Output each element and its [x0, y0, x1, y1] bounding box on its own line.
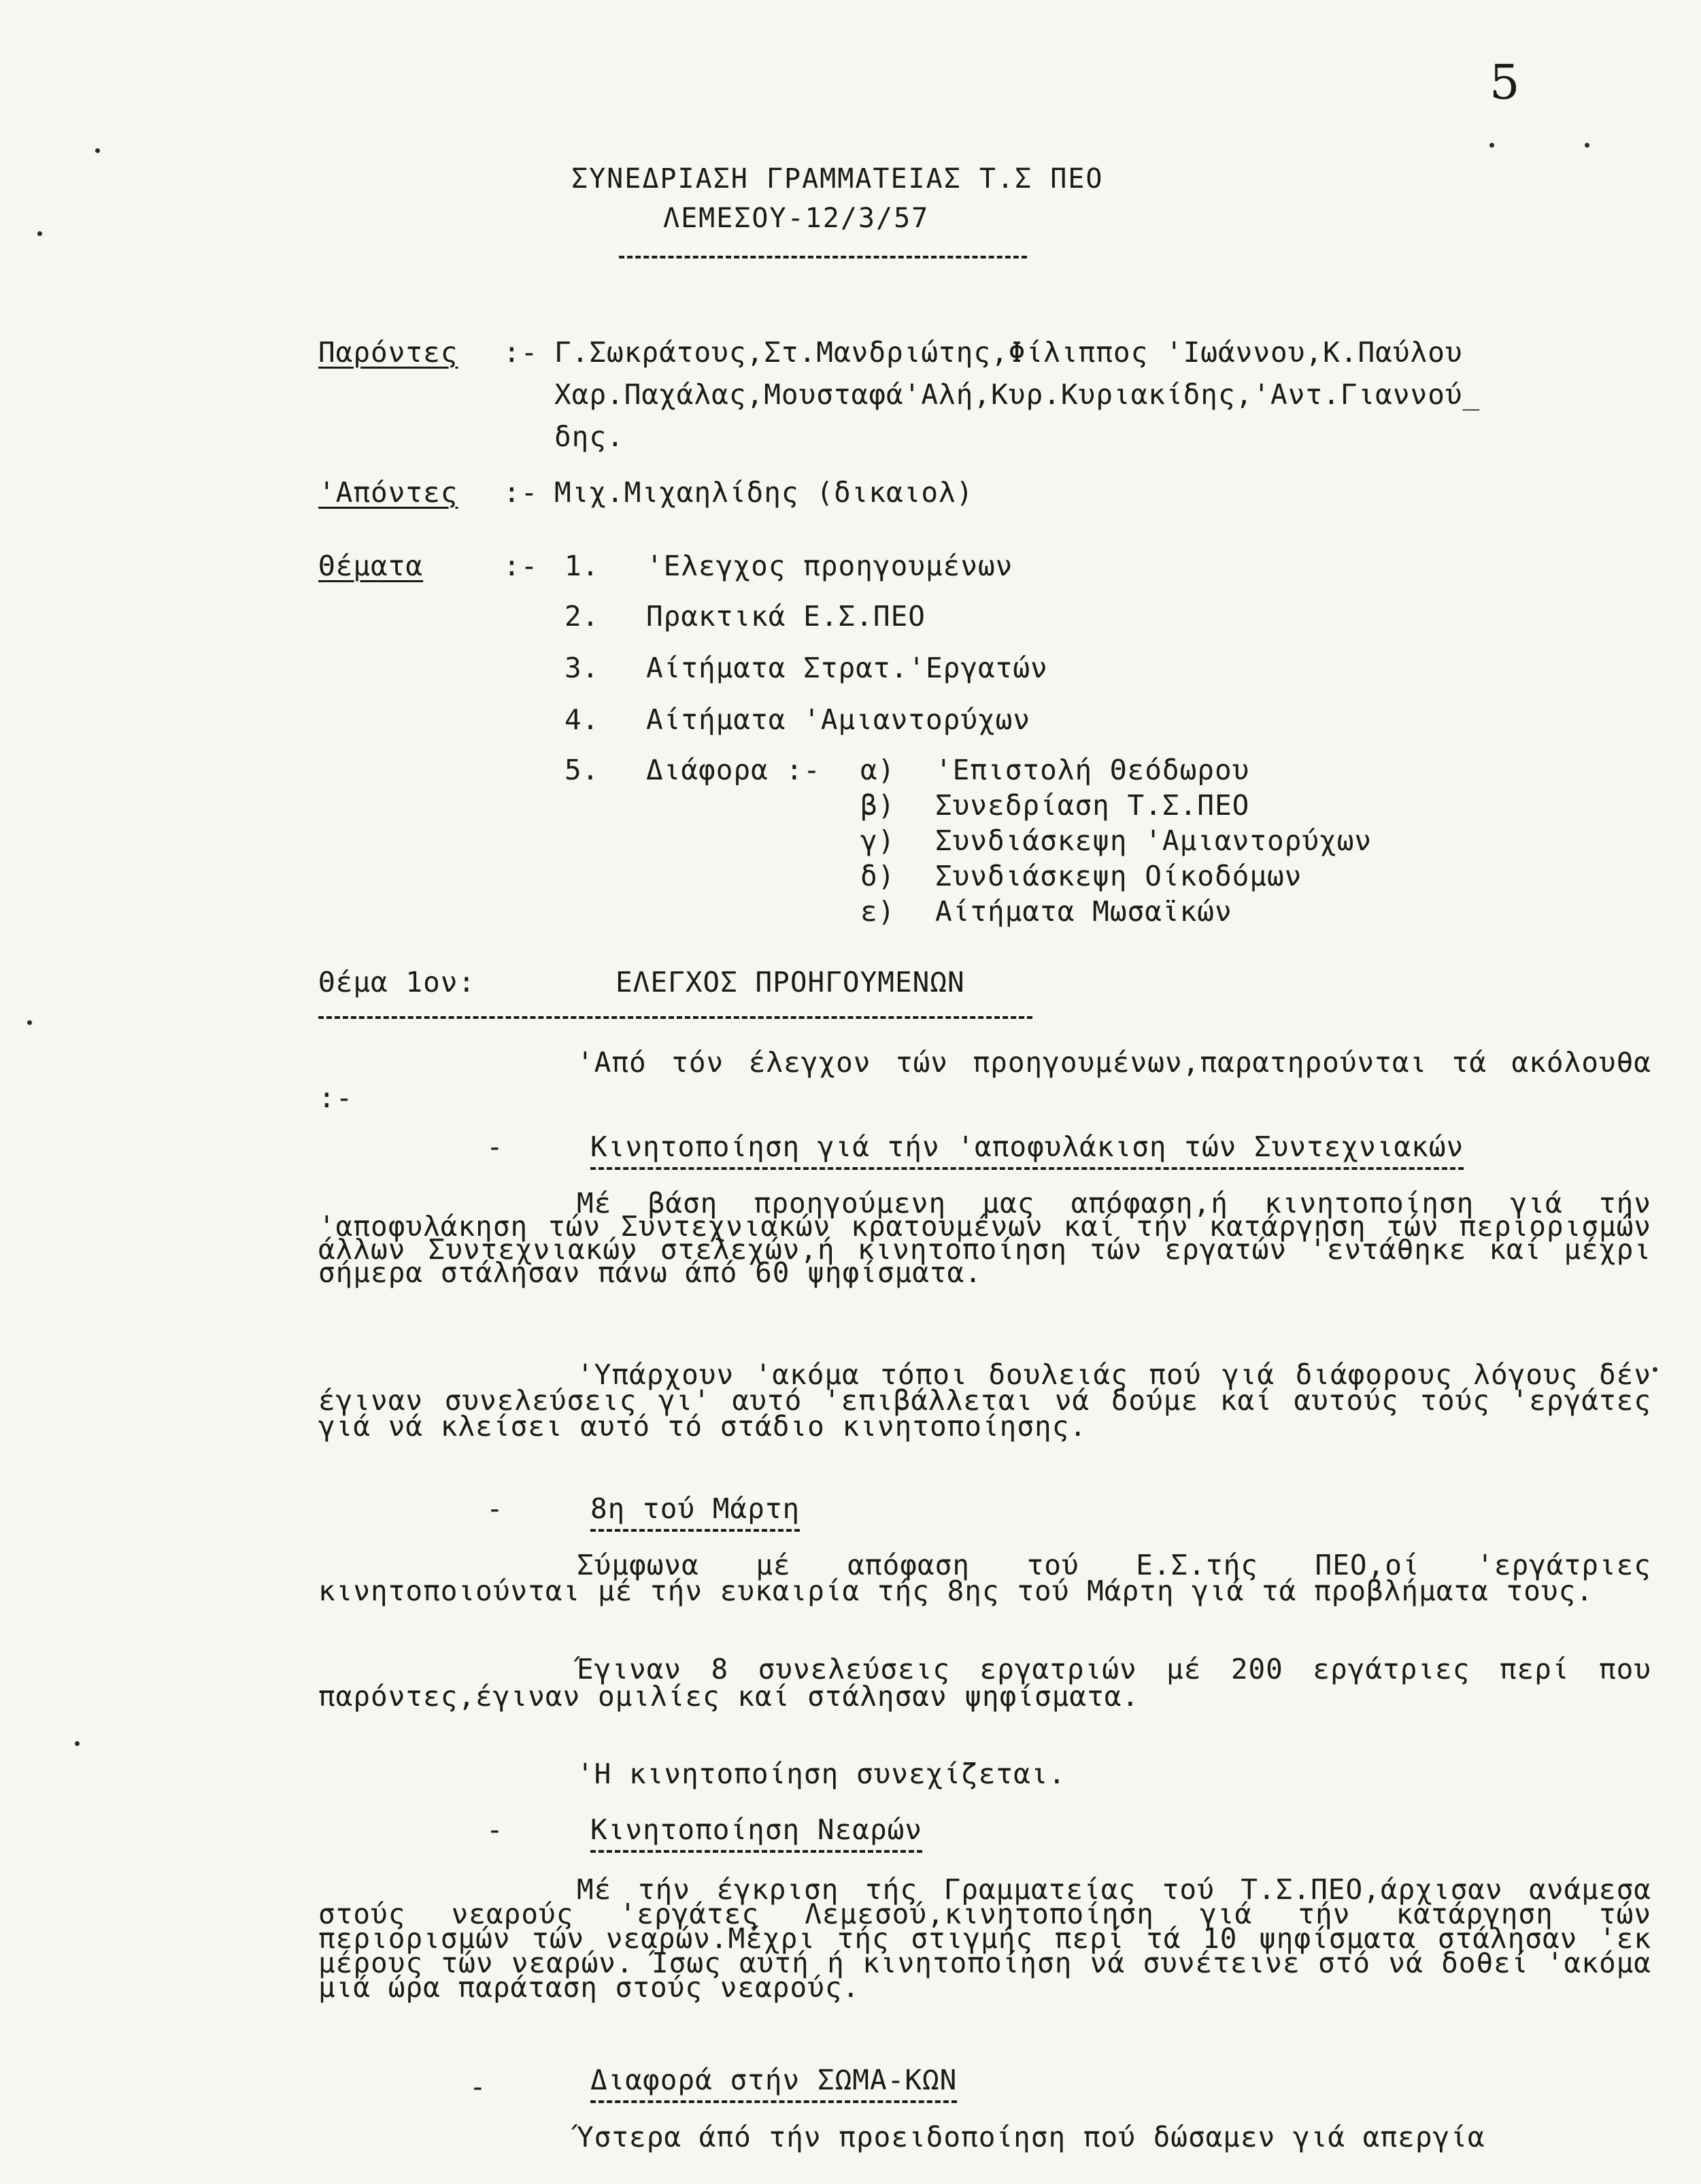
section-heading-prefix: Θέμα 1ον:: [318, 966, 476, 998]
subsection-dash: -: [469, 2070, 487, 2103]
absent-text: Μιχ.Μιχαηλίδης (δικαιολ): [554, 476, 974, 509]
agenda-subitem-letter: ε): [860, 895, 896, 928]
agenda-subitem-letter: γ): [860, 824, 896, 857]
present-line-1: Γ.Σωκράτους,Στ.Μανδριώτης,Φίλιππος 'Ιωάννου,Κ.Παύλου: [554, 336, 1463, 369]
page-number: 5: [1489, 54, 1520, 110]
scan-speck: [27, 1020, 32, 1025]
paragraph: 'Η κινητοποίηση συνεχίζεται.: [577, 1758, 1066, 1790]
scan-speck: [95, 148, 100, 153]
absent-separator: :-: [503, 476, 539, 509]
agenda-subitem-letter: β): [860, 789, 896, 822]
scan-speck: [37, 231, 42, 236]
scan-speck: [75, 1741, 80, 1746]
scan-speck: [1489, 143, 1494, 148]
paragraph: Έγιναν 8 συνελεύσεις εργατριών μέ 200 εργάτριες περί που παρόντες,έγιναν ομιλίες καί στάλησαν ψηφίσματα.: [318, 1653, 1651, 1713]
paragraph: Σύμφωνα μέ απόφαση τού Ε.Σ.τής ΠΕΟ,οί 'εργάτριες κινητοποιούνται μέ τήν ευκαιρία τής 8ης τού Μάρτη γιά τά προβλήματα τους.: [318, 1549, 1651, 1607]
paragraph: Μέ τήν έγκριση τής Γραμματείας τού Τ.Σ.ΠΕΟ,άρχισαν ανάμεσα στούς νεαρούς 'εργάτες Λεμεσού,κινητοποίηση γιά τήν κατάργηση τών περιορισμών τών νεαρών.Μέχρι τής στιγμής περί τά 10 ψηφίσματα στάλησαν 'εκ μέρους τών νεαρών. Ίσως αυτή ή κινητοποίηση νά συνέτεινε στό νά δοθεί 'ακόμα μιά ώρα παράταση στούς νεαρούς.: [318, 1873, 1651, 2004]
agenda-item-number: 5.: [565, 754, 600, 786]
agenda-subitem-text: 'Επιστολή Θεόδωρου: [935, 754, 1250, 786]
agenda-subitem-text: Συνδιάσκεψη Οίκοδόμων: [935, 860, 1302, 892]
agenda-item-text: Διάφορα :-: [646, 754, 821, 786]
subsection-title: Κινητοποίηση Νεαρών: [590, 1812, 922, 1853]
section-intro: 'Από τόν έλεγχον τών προηγουμένων,παρατηρούνται τά ακόλουθα :-: [318, 1046, 1651, 1114]
paragraph: Ύστερα άπό τήν προειδοποίηση πού δώσαμεν γιά απεργία: [577, 2121, 1485, 2153]
document-title: ΣΥΝΕΔΡΙΑΣΗ ΓΡΑΜΜΑΤΕΙΑΣ Τ.Σ ΠΕΟ: [571, 163, 1104, 195]
document-subtitle: ΛΕΜΕΣΟΥ-12/3/57: [663, 203, 930, 234]
subsection-title: 8η τού Μάρτη: [590, 1491, 800, 1532]
section-heading-title: ΕΛΕΓΧΟΣ ΠΡΟΗΓΟΥΜΕΝΩΝ: [616, 966, 965, 998]
agenda-separator: :-: [503, 550, 539, 582]
present-line-3: δης.: [554, 420, 624, 453]
agenda-subitem-text: Συνδιάσκεψη 'Αμιαντορύχων: [935, 824, 1372, 857]
title-rule: [619, 256, 1027, 258]
section-heading-rule: [318, 1016, 1032, 1019]
agenda-item-text: Πρακτικά Ε.Σ.ΠΕΟ: [646, 600, 926, 633]
absent-label: 'Απόντες: [318, 476, 458, 509]
present-label: Παρόντες: [318, 336, 458, 369]
present-line-2: Χαρ.Παχάλας,Μουσταφά'Αλή,Κυρ.Κυριακίδης,'Αντ.Γιαννού_: [554, 378, 1481, 411]
agenda-item-number: 1.: [565, 550, 600, 582]
subsection-title: Διαφορά στήν ΣΩΜΑ-ΚΩΝ: [590, 2062, 957, 2103]
scan-speck: [1585, 143, 1589, 148]
agenda-subitem-text: Συνεδρίαση Τ.Σ.ΠΕΟ: [935, 789, 1250, 822]
agenda-item-text: Αίτήματα 'Αμιαντορύχων: [646, 703, 1031, 736]
agenda-subitem-letter: δ): [860, 860, 896, 892]
agenda-item-number: 3.: [565, 652, 600, 684]
agenda-item-number: 4.: [565, 703, 600, 736]
subsection-title: Κινητοποίηση γιά τήν 'αποφυλάκιση τών Συντεχνιακών: [590, 1129, 1464, 1170]
agenda-subitem-letter: α): [860, 754, 896, 786]
paragraph: Μέ βάση προηγούμενη μας απόφαση,ή κινητοποίηση γιά τήν 'αποφυλάκηση τών Συντεχνιακών κρατουμένων καί τήν κατάργηση τών περιορισμών άλλων Συντεχνιακών στελεχών,ή κινητοποίηση τών εργατών 'εντάθηκε καί μέχρι σήμερα στάλησαν πάνω άπό 60 ψηφίσματα.: [318, 1187, 1651, 1289]
agenda-subitem-text: Αίτήματα Μωσαϊκών: [935, 895, 1232, 928]
agenda-label: Θέματα: [318, 550, 424, 582]
present-separator: :-: [503, 336, 539, 369]
subsection-dash: -: [486, 1130, 504, 1163]
paragraph: 'Υπάρχουν 'ακόμα τόποι δουλειάς πού γιά διάφορους λόγους δέν έγιναν συνελεύσεις γι' αυτό 'επιβάλλεται νά δούμε καί αυτούς τούς 'εργάτες γιά νά κλείσει αυτό τό στάδιο κινητοποίησης.: [318, 1358, 1651, 1443]
subsection-dash: -: [486, 1813, 504, 1846]
agenda-item-text: Αίτήματα Στρατ.'Εργατών: [646, 652, 1048, 684]
agenda-item-text: 'Ελεγχος προηγουμένων: [646, 550, 1013, 582]
subsection-dash: -: [486, 1492, 504, 1525]
scan-speck: [1653, 1367, 1657, 1372]
agenda-item-number: 2.: [565, 600, 600, 633]
